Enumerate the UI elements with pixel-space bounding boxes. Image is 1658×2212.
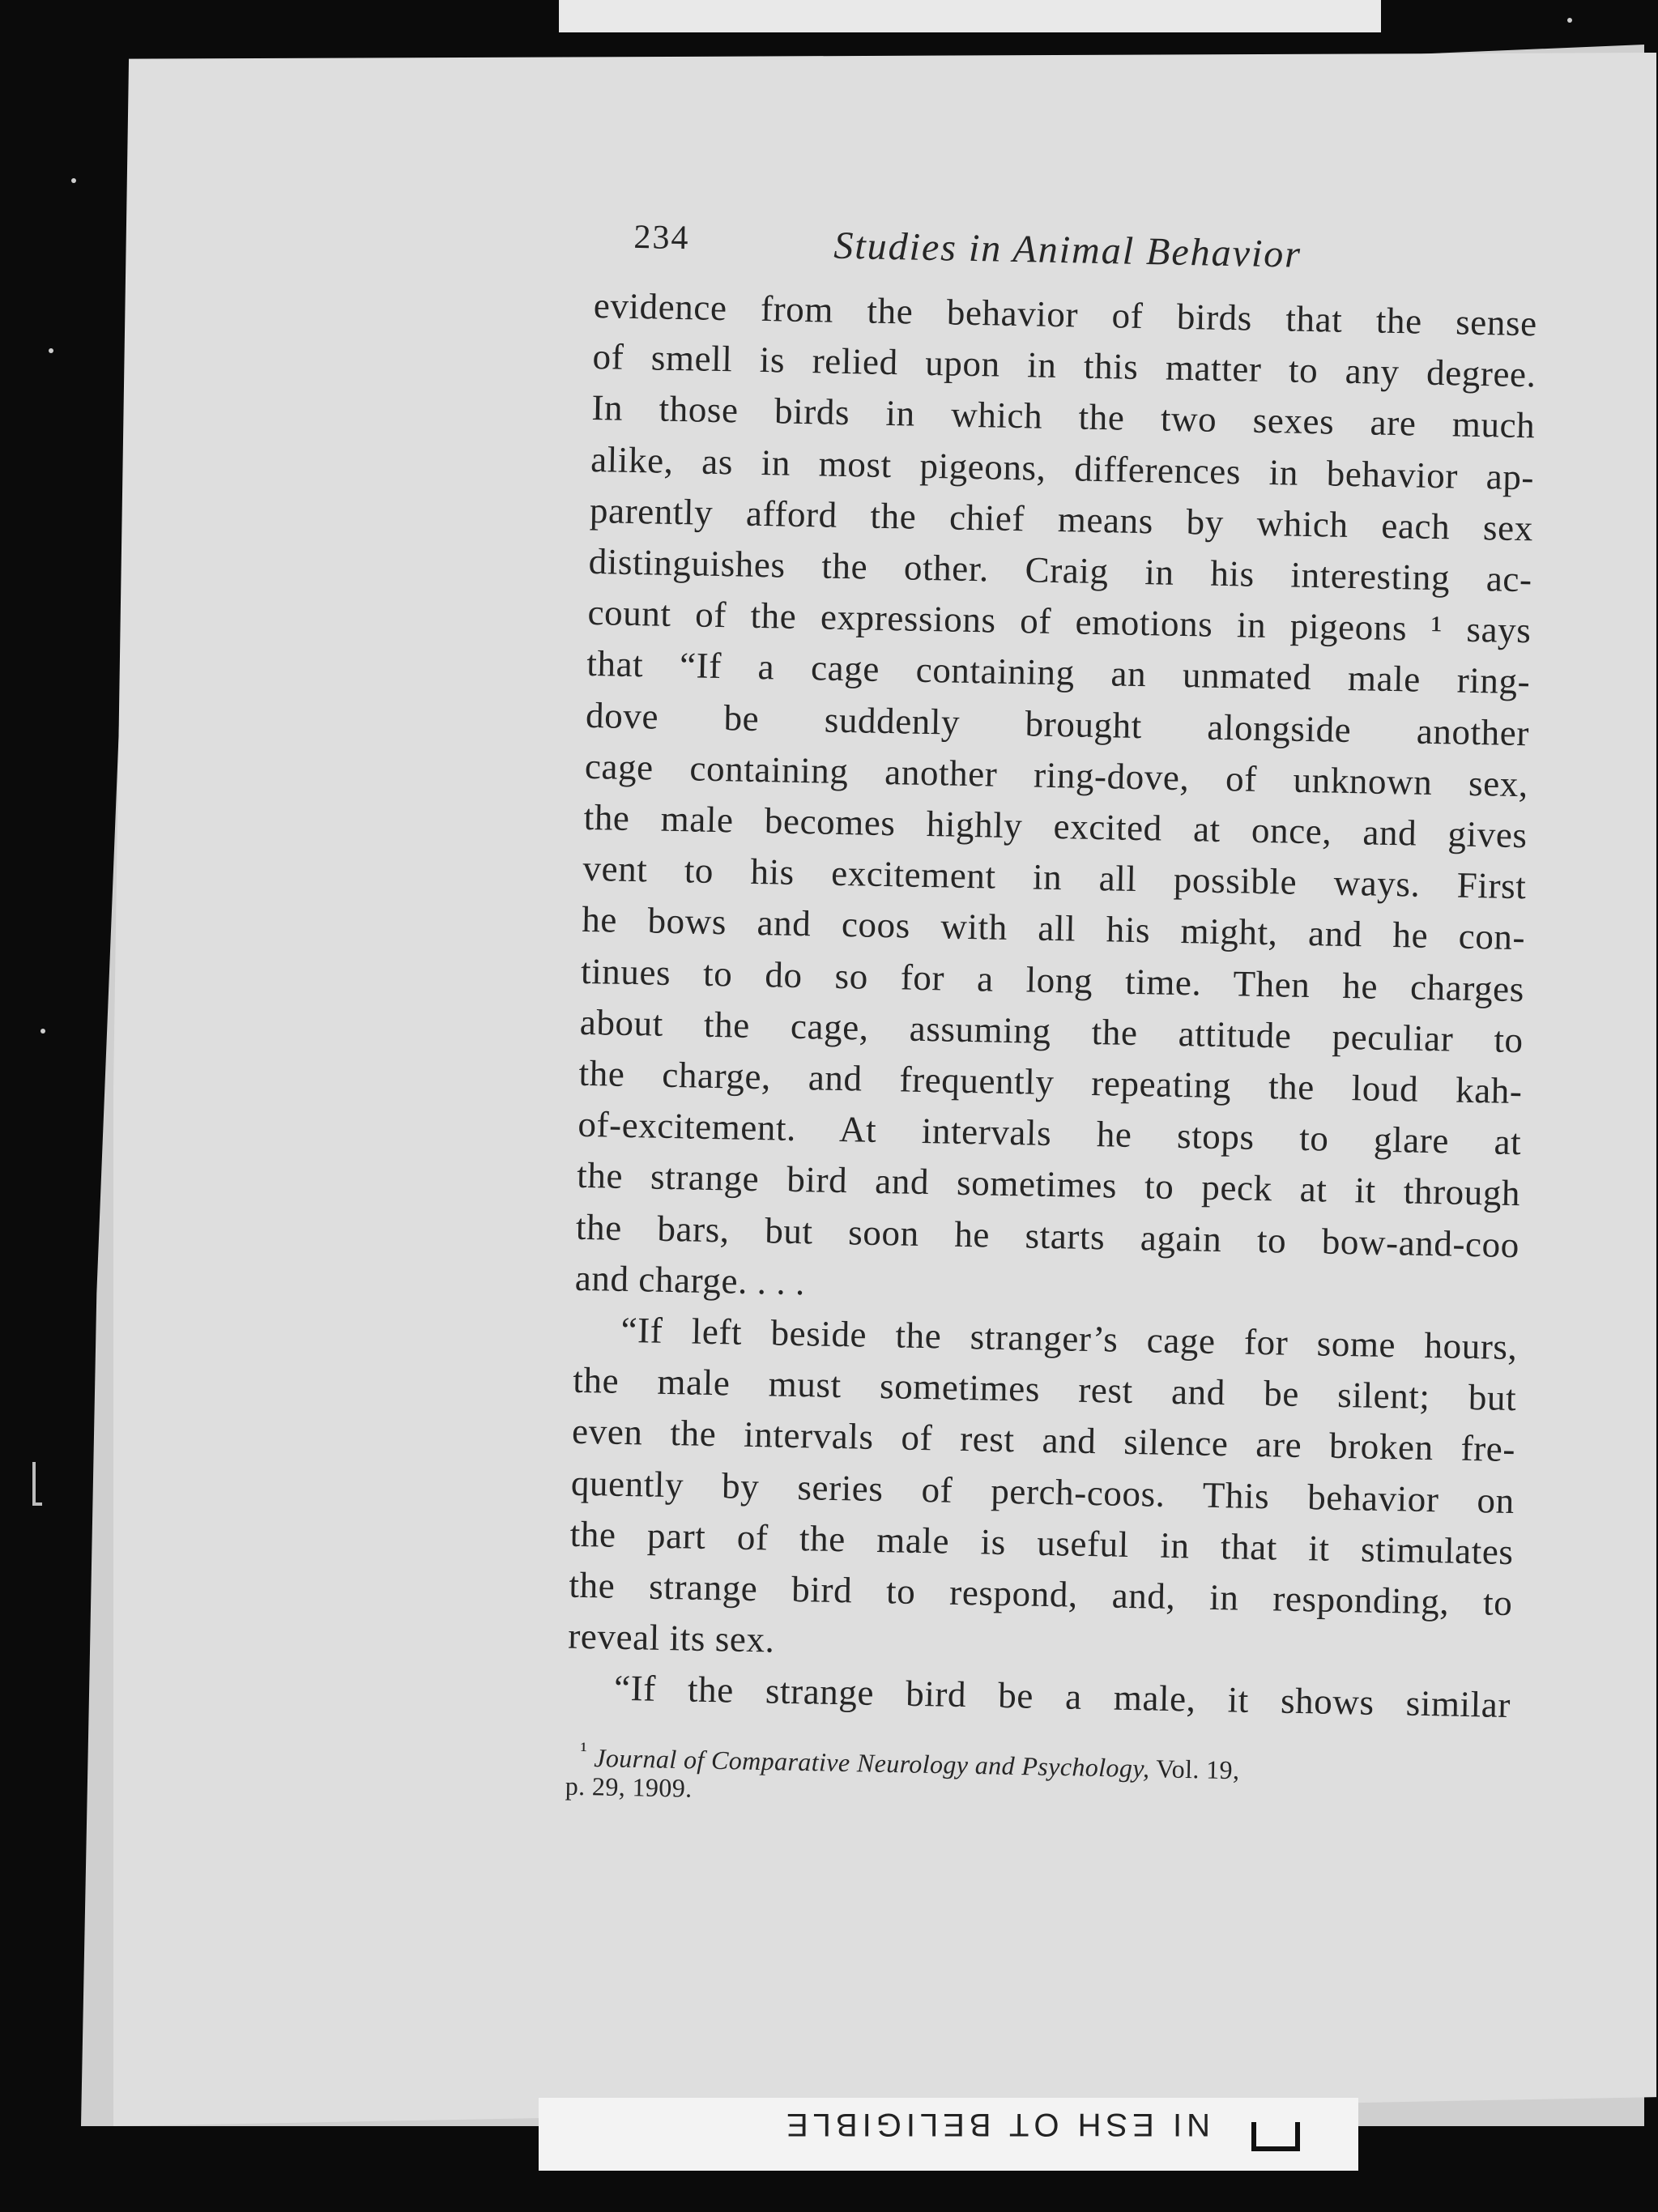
text-line: evidence from the behavior of birds that the sense: [593, 284, 1538, 344]
text-line: the male must sometimes rest and be silent; but: [572, 1360, 1517, 1419]
text-line: parently afford the chief means by which each sex: [589, 489, 1534, 549]
text-line: “If left beside the stranger’s cage for some hours,: [620, 1309, 1518, 1368]
footnote-marker: ¹: [580, 1737, 588, 1762]
text-line: quently by series of perch-coos. This behavior on: [570, 1462, 1515, 1521]
text-line: the strange bird to respond, and, in responding, to: [569, 1564, 1513, 1624]
stamp-box: [1251, 2122, 1300, 2151]
text-line: the part of the male is useful in that it stimulates: [569, 1513, 1515, 1572]
text-line: about the cage, assuming the attitude peculiar to: [579, 1001, 1524, 1061]
text-line: distinguishes the other. Craig in his interesting ac-: [588, 540, 1533, 600]
text-line: that “If a cage containing an unmated male ring-: [586, 643, 1531, 702]
text-line: the bars, but soon he starts again to bow-and-coo: [575, 1206, 1520, 1265]
text-line: In those birds in which the two sexes are much: [591, 387, 1536, 446]
text-line: the male becomes highly excited at once, and gives: [583, 796, 1528, 856]
footnote-journal: Journal of Comparative Neurology and Psychology,: [593, 1742, 1150, 1783]
text-line: of smell is relied upon in this matter to any degree.: [592, 336, 1537, 395]
page-number: 234: [633, 218, 690, 258]
text-line: “If the strange bird be a male, it shows similar: [613, 1668, 1511, 1726]
text-line: and charge. . . .: [574, 1257, 806, 1303]
text-line: alike, as in most pigeons, differences in behavior ap-: [590, 438, 1535, 497]
text-line: cage containing another ring-dove, of unknown sex,: [584, 745, 1529, 805]
footnote-volume: Vol. 19,: [1156, 1753, 1240, 1784]
body-text: [567, 280, 1575, 1733]
page-content: [565, 217, 1575, 1819]
dust-speck: [71, 178, 76, 183]
text-line: the charge, and frequently repeating the loud kah-: [578, 1052, 1523, 1112]
top-paper-strip: [559, 0, 1381, 32]
text-line: tinues to do so for a long time. Then he charges: [580, 950, 1525, 1009]
text-line: reveal its sex.: [567, 1615, 775, 1660]
footnote-line: p. 29, 1909.: [565, 1771, 693, 1803]
bottom-paper-strip: [539, 2098, 1358, 2171]
running-head: Studies in Animal Behavior: [833, 224, 1302, 276]
dust-speck: [1567, 18, 1572, 23]
margin-mark: [32, 1462, 42, 1506]
text-line: the strange bird and sometimes to peck at it through: [576, 1155, 1521, 1214]
dust-speck: [40, 1029, 45, 1034]
text-line: vent to his excitement in all possible ways. First: [582, 848, 1527, 907]
text-line: dove be suddenly brought alongside another: [585, 694, 1530, 753]
text-line: of-excitement. At intervals he stops to glare at: [578, 1104, 1522, 1163]
text-line: he bows and coos with all his might, and he con-: [581, 899, 1526, 958]
dust-speck: [49, 348, 53, 353]
text-line: even the intervals of rest and silence are broken fre-: [571, 1411, 1516, 1470]
text-line: count of the expressions of emotions in pigeons ¹ says: [587, 592, 1532, 651]
mirrored-stamp-text: NI ESH OT BELIGIBLE: [782, 2107, 1210, 2142]
